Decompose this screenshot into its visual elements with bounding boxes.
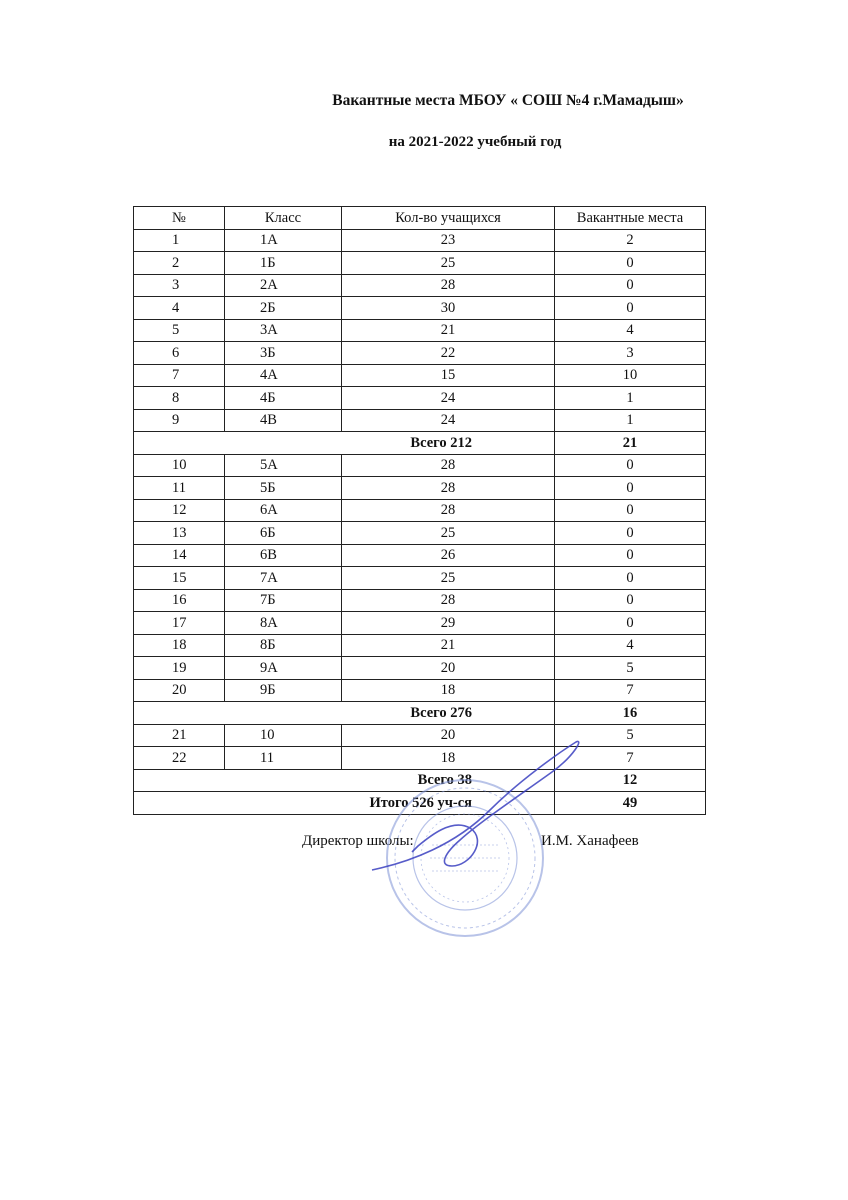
cell-vacant: 0: [555, 297, 706, 320]
cell-students: 24: [342, 409, 555, 432]
cell-class: 4Б: [225, 387, 342, 410]
cell-class: 7А: [225, 567, 342, 590]
cell-class: 4А: [225, 364, 342, 387]
cell-students: 28: [342, 589, 555, 612]
cell-class: 2А: [225, 274, 342, 297]
subtotal-vacant: 16: [555, 702, 706, 725]
cell-class: 10: [225, 724, 342, 747]
cell-number: 21: [134, 724, 225, 747]
cell-number: 19: [134, 657, 225, 680]
document-subtitle: на 2021-2022 учебный год: [388, 134, 562, 150]
cell-vacant: 0: [555, 499, 706, 522]
cell-class: 8А: [225, 612, 342, 635]
cell-vacant: 3: [555, 342, 706, 365]
cell-students: 20: [342, 657, 555, 680]
cell-vacant: 0: [555, 612, 706, 635]
signature-role: Директор школы:: [302, 833, 414, 849]
cell-vacant: 0: [555, 522, 706, 545]
cell-class: 9А: [225, 657, 342, 680]
cell-students: 28: [342, 274, 555, 297]
subtotal-label: Всего 276: [134, 702, 555, 725]
cell-students: 28: [342, 477, 555, 500]
cell-vacant: 4: [555, 319, 706, 342]
cell-class: 1Б: [225, 252, 342, 275]
cell-class: 5А: [225, 454, 342, 477]
cell-vacant: 5: [555, 724, 706, 747]
cell-students: 25: [342, 252, 555, 275]
cell-class: 6Б: [225, 522, 342, 545]
cell-number: 15: [134, 567, 225, 590]
cell-students: 23: [342, 229, 555, 252]
document-title: Вакантные места МБОУ « СОШ №4 г.Мамадыш»: [332, 92, 684, 109]
signature-name: И.М. Ханафеев: [541, 833, 639, 849]
cell-number: 16: [134, 589, 225, 612]
cell-class: 2Б: [225, 297, 342, 320]
cell-vacant: 5: [555, 657, 706, 680]
cell-number: 10: [134, 454, 225, 477]
cell-students: 26: [342, 544, 555, 567]
cell-class: 6А: [225, 499, 342, 522]
cell-vacant: 0: [555, 274, 706, 297]
cell-vacant: 0: [555, 589, 706, 612]
subtotal-label: Всего 38: [134, 769, 555, 792]
header-class: Класс: [225, 207, 342, 230]
school-stamp-icon: [387, 780, 543, 936]
cell-number: 1: [134, 229, 225, 252]
subtotal-vacant: 49: [555, 792, 706, 815]
cell-number: 2: [134, 252, 225, 275]
cell-vacant: 1: [555, 387, 706, 410]
cell-class: 9Б: [225, 679, 342, 702]
cell-students: 30: [342, 297, 555, 320]
cell-number: 5: [134, 319, 225, 342]
cell-number: 13: [134, 522, 225, 545]
cell-vacant: 1: [555, 409, 706, 432]
cell-vacant: 7: [555, 747, 706, 770]
cell-students: 28: [342, 499, 555, 522]
cell-students: 15: [342, 364, 555, 387]
cell-number: 3: [134, 274, 225, 297]
cell-vacant: 0: [555, 252, 706, 275]
cell-students: 18: [342, 747, 555, 770]
subtotal-vacant: 12: [555, 769, 706, 792]
cell-vacant: 4: [555, 634, 706, 657]
cell-vacant: 2: [555, 229, 706, 252]
cell-class: 11: [225, 747, 342, 770]
cell-class: 7Б: [225, 589, 342, 612]
cell-students: 25: [342, 522, 555, 545]
cell-vacant: 7: [555, 679, 706, 702]
cell-students: 22: [342, 342, 555, 365]
cell-class: 4В: [225, 409, 342, 432]
cell-students: 18: [342, 679, 555, 702]
cell-vacant: 10: [555, 364, 706, 387]
cell-vacant: 0: [555, 567, 706, 590]
cell-students: 20: [342, 724, 555, 747]
cell-students: 29: [342, 612, 555, 635]
cell-number: 7: [134, 364, 225, 387]
header-students: Кол-во учащихся: [342, 207, 555, 230]
cell-class: 1А: [225, 229, 342, 252]
cell-vacant: 0: [555, 477, 706, 500]
cell-number: 8: [134, 387, 225, 410]
signature-scribble-icon: [372, 741, 579, 870]
cell-class: 6В: [225, 544, 342, 567]
cell-number: 14: [134, 544, 225, 567]
subtotal-label: Всего 212: [134, 432, 555, 455]
cell-number: 18: [134, 634, 225, 657]
cell-students: 25: [342, 567, 555, 590]
cell-number: 9: [134, 409, 225, 432]
cell-number: 12: [134, 499, 225, 522]
cell-vacant: 0: [555, 454, 706, 477]
cell-students: 21: [342, 634, 555, 657]
cell-class: 3А: [225, 319, 342, 342]
cell-number: 6: [134, 342, 225, 365]
cell-students: 28: [342, 454, 555, 477]
cell-vacant: 0: [555, 544, 706, 567]
cell-class: 3Б: [225, 342, 342, 365]
cell-class: 5Б: [225, 477, 342, 500]
header-number: №: [134, 207, 225, 230]
header-vacant: Вакантные места: [555, 207, 706, 230]
cell-number: 17: [134, 612, 225, 635]
cell-students: 21: [342, 319, 555, 342]
cell-number: 4: [134, 297, 225, 320]
subtotal-label: Итого 526 уч-ся: [134, 792, 555, 815]
cell-number: 11: [134, 477, 225, 500]
subtotal-vacant: 21: [555, 432, 706, 455]
cell-students: 24: [342, 387, 555, 410]
cell-class: 8Б: [225, 634, 342, 657]
cell-number: 22: [134, 747, 225, 770]
cell-number: 20: [134, 679, 225, 702]
